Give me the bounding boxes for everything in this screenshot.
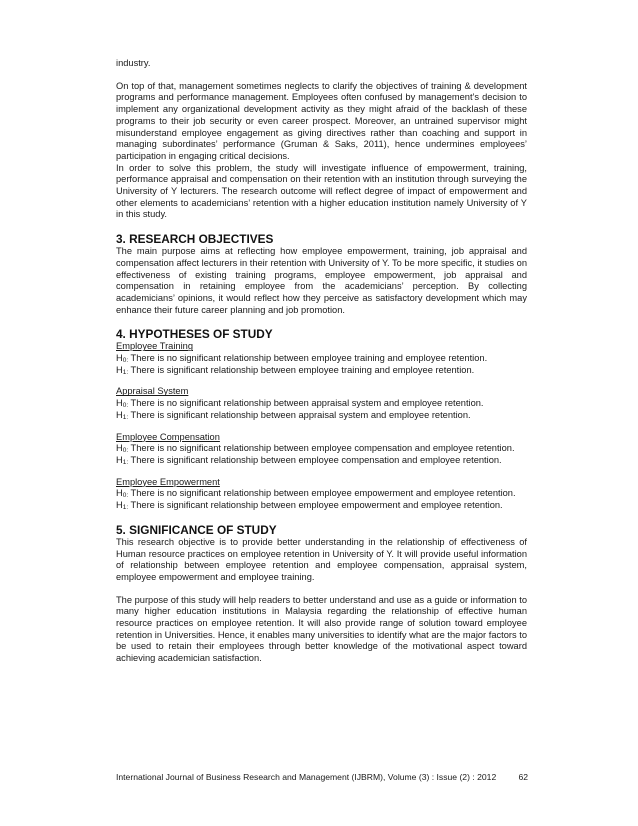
subheading-employee-empowerment: Employee Empowerment [116, 476, 220, 487]
hypothesis-compensation-h0: $H_{0:}$ There is no significant relationship between employee compensation and employee retention. [116, 443, 515, 455]
subheading-employee-training: Employee Training [116, 341, 193, 352]
hypothesis-empowerment-h0: $H_{0:}$ There is no significant relationship between employee empowerment and employee retention. [116, 488, 516, 500]
page-number: 62 [518, 772, 528, 782]
intro-paragraph-1: On top of that, management sometimes neglects to clarify the objectives of training & development programs and performance management. Employees often confused by management’s decision to implement any organizational development activity as they might afraid of the backlash of these programs to their job security or even career prospect. Moreover, an untrained supervisor might misunderstand employee engagement as giving directives rather than coaching and support in managing subordinates’ performance (Gruman & Saks, 2011), hence undermines employees’ participation in engaging critical decisions. [116, 80, 527, 161]
journal-citation: International Journal of Business Research and Management (IJBRM), Volume (3) : Issue (2) : 2012 [116, 772, 497, 782]
hypothesis-empowerment-h1: $H_{1:}$ There is significant relationship between employee empowerment and employee retention. [116, 500, 503, 512]
page-footer [116, 772, 528, 783]
objectives-paragraph: The main purpose aims at reflecting how employee empowerment, training, job appraisal and compensation affect lecturers in their retention with University of Y. To be more specific, it studies on effectiveness of existing training programs, employee empowerment, job appraisal and compensation in retaining employee from the academicians’ perception. By collecting academicians’ opinions, it would reflect how they perceive as satisfactory development which may enhance their future career planning and job promotion. [116, 246, 527, 315]
heading-research-objectives: 3. RESEARCH OBJECTIVES [116, 232, 274, 247]
heading-significance: 5. SIGNIFICANCE OF STUDY [116, 522, 277, 537]
significance-paragraph-2: The purpose of this study will help readers to better understand and use as a guide or information to many higher education institutions in Malaysia regarding the relationship of effective human resource practices on employee retention. It will also provide range of solution toward employee retention in Universities. Hence, it enables many universities to identify what are the major factors to be used to retain their employees through better knowledge of the motivational aspect toward achieving academician satisfaction. [116, 594, 527, 664]
intro-paragraph-2: In order to solve this problem, the study will investigate influence of empowerment, training, performance appraisal and compensation on their retention with an institution through surveying the University of Y lecturers. The research outcome will reflect degree of impact of empowerment and other elements to academicians’ retention with a higher education institution namely University of Y in this study. [116, 162, 527, 220]
hypothesis-training-h1: $H_{1:}$ There is significant relationship between employee training and employee retention. [116, 364, 475, 376]
hypothesis-compensation-h1: $H_{1:}$ There is significant relationship between employee compensation and employee retention. [116, 454, 502, 466]
hypothesis-appraisal-h1: $H_{1:}$ There is significant relationship between appraisal system and employee retention. [116, 409, 471, 421]
hypothesis-appraisal-h0: $H_{0:}$ There is no significant relationship between appraisal system and employee retention. [116, 398, 484, 410]
significance-paragraph-1: This research objective is to provide better understanding in the relationship of effectiveness of Human resource practices on employee retention in University of Y. It will provide useful information of relationship between employee retention and employee compensation, appraisal system, employee empowerment and employee training. [116, 536, 527, 582]
subheading-employee-compensation: Employee Compensation [116, 431, 220, 442]
intro-fragment: industry. [116, 58, 151, 68]
subheading-appraisal-system: Appraisal System [116, 386, 189, 397]
hypothesis-training-h0: $H_{0:}$ There is no significant relationship between employee training and employee retention. [116, 353, 488, 365]
page-body [116, 58, 527, 665]
heading-hypotheses: 4. HYPOTHESES OF STUDY [116, 327, 273, 342]
